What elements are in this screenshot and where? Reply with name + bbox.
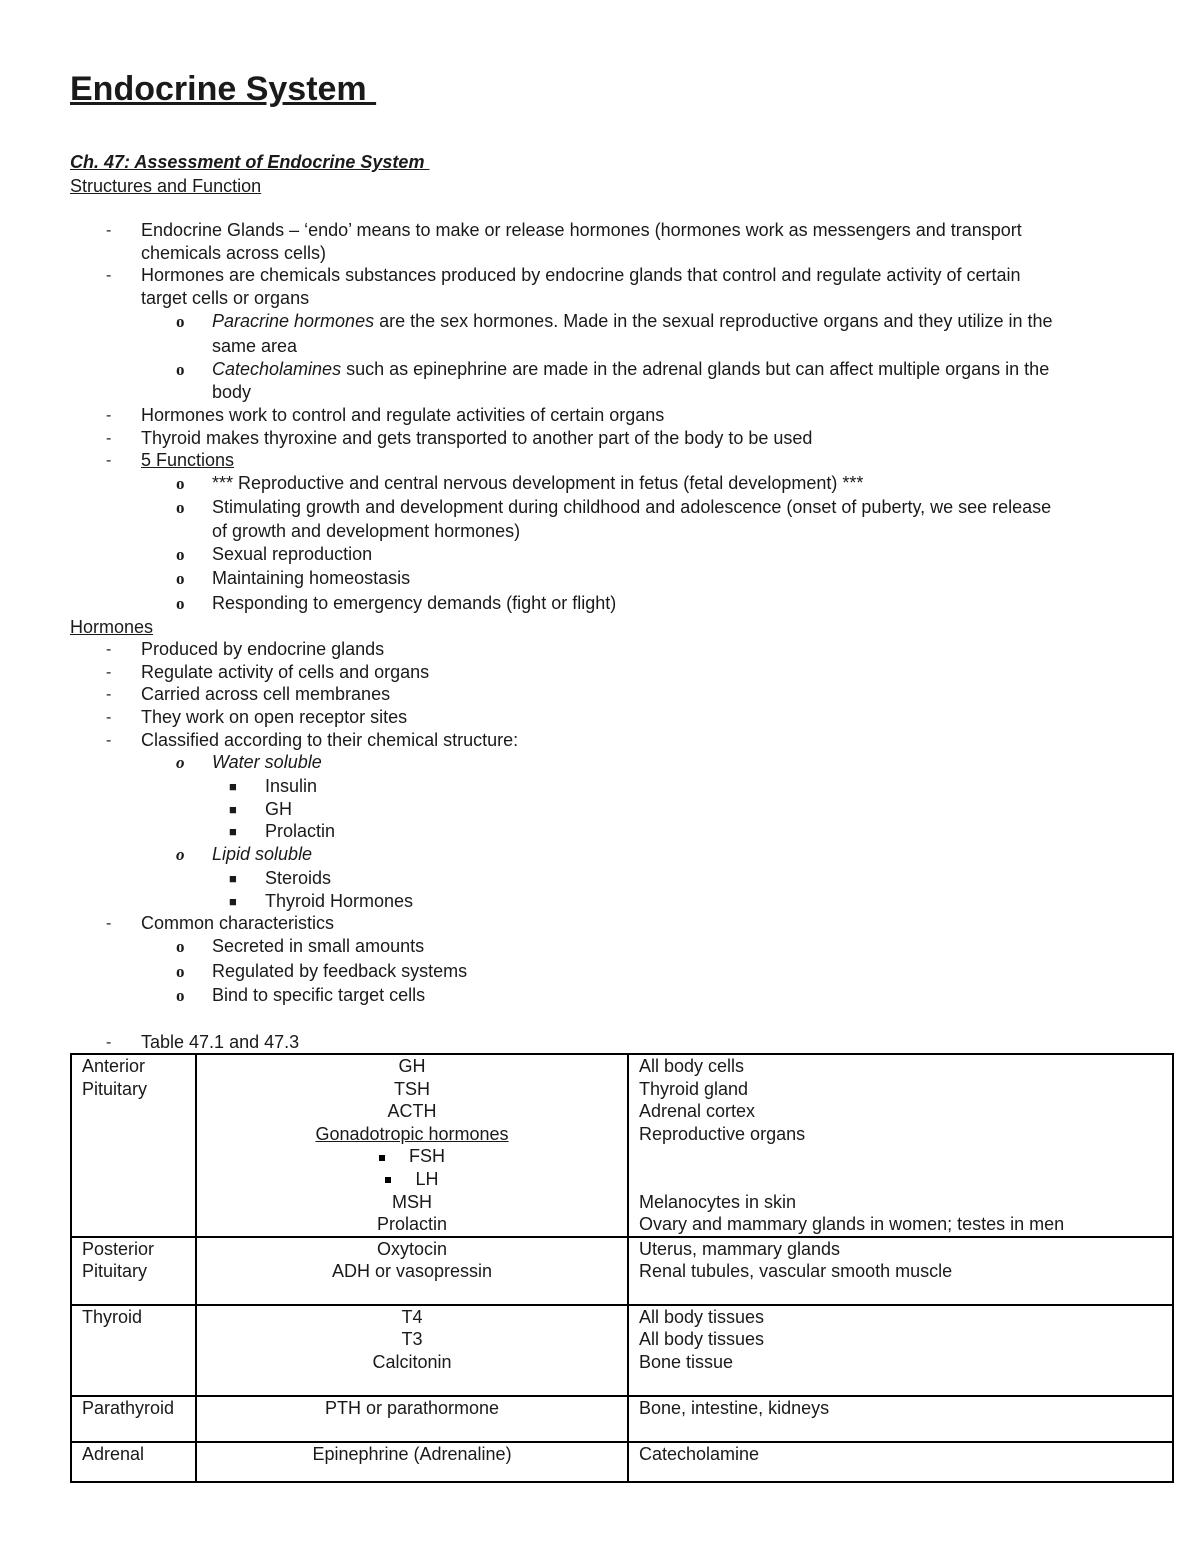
function-item: Sexual reproduction [212,544,373,564]
water-soluble-label: Water soluble [212,752,322,772]
sub-item-text: such as epinephrine are made in the adrenal glands but can affect multiple organs in the [341,359,1050,379]
dash-bullet: - [106,452,112,469]
circle-bullet: o [176,360,185,379]
target-cell [628,1305,1173,1396]
table-cell-line: All body cells [639,1056,745,1076]
sub-item-catecholamines [212,358,1049,381]
table-cell-line: Epinephrine (Adrenaline) [312,1443,512,1464]
function-item: Maintaining homeostasis [212,568,411,588]
dash-bullet: - [106,1034,112,1051]
sub-item-continued: body [212,382,252,402]
hormone-cell [196,1442,628,1482]
circle-bullet: o [176,962,185,981]
table-cell-line: All body tissues [639,1306,765,1327]
table-cell-line: Gonadotropic hormones [315,1123,509,1144]
gland-cell [71,1442,196,1482]
target-cell [628,1442,1173,1482]
sub-item-continued: same area [212,336,298,356]
table-row [71,1442,1173,1482]
table-reference: Table 47.1 and 47.3 [141,1032,300,1052]
circle-bullet: o [176,937,185,956]
term-paracrine: Paracrine hormones [212,311,375,331]
square-bullet [379,1155,385,1161]
table-cell-text: FSH [409,1146,445,1167]
table-cell-line: Oxytocin [376,1238,448,1259]
table-cell-line [207,1145,617,1168]
circle-bullet: o [176,845,185,864]
table-row [71,1305,1173,1396]
table-cell-line: Pituitary [82,1261,148,1282]
list-item: Endocrine Glands – ‘endo’ means to make or release hormones (hormones work as messengers and transport [141,220,1022,240]
dash-bullet: - [106,732,112,749]
table-cell-line: TSH [394,1078,430,1099]
dash-bullet: - [106,664,112,681]
table-cell-line: Melanocytes in skin [639,1191,797,1212]
table-cell-line [639,1145,1162,1168]
dash-bullet: - [106,407,112,424]
hormone-cell [196,1396,628,1442]
dash-bullet: - [106,686,112,703]
hormone-cell [196,1054,628,1237]
table-cell-text: LH [415,1168,439,1189]
water-soluble-item: Prolactin [265,821,336,841]
table-cell-line: PTH or parathormone [324,1397,500,1418]
list-item: Thyroid makes thyroxine and gets transported to another part of the body to be used [141,428,813,448]
target-cell [628,1054,1173,1237]
circle-bullet: o [176,986,185,1005]
function-item: *** Reproductive and central nervous development in fetus (fetal development) *** [212,473,864,493]
list-item: Hormones work to control and regulate activities of certain organs [141,405,665,425]
table-cell-line: Ovary and mammary glands in women; testes in men [639,1214,1065,1235]
dash-bullet: - [106,430,112,447]
table-cell-line: Bone, intestine, kidneys [639,1397,830,1418]
lipid-soluble-label: Lipid soluble [212,844,313,864]
chapter-heading: Ch. 47: Assessment of Endocrine System [70,152,430,172]
dash-bullet: - [106,222,112,239]
section-heading-hormones: Hormones [70,617,154,637]
square-bullet: ■ [229,779,237,794]
table-cell-line: T4 [401,1306,423,1327]
table-cell-line: Adrenal cortex [639,1101,756,1122]
common-item: Secreted in small amounts [212,936,425,956]
hormone-cell [196,1305,628,1396]
list-item: Hormones are chemicals substances produced by endocrine glands that control and regulate activity of certain [141,265,1021,285]
list-item: Carried across cell membranes [141,684,391,704]
table-cell-line: Catecholamine [639,1443,760,1464]
table-cell-line: Bone tissue [639,1351,734,1372]
list-item-continued: chemicals across cells) [141,243,327,263]
table-cell-line [207,1168,617,1191]
square-bullet: ■ [229,802,237,817]
section-heading-structures: Structures and Function [70,176,262,196]
common-item: Regulated by feedback systems [212,961,468,981]
table-cell-line: Posterior [82,1238,155,1259]
table-cell-line: Uterus, mammary glands [639,1238,841,1259]
hormone-table-body [71,1054,1173,1482]
table-cell-line: Parathyroid [82,1397,175,1418]
table-cell-line: Reproductive organs [639,1123,806,1144]
circle-bullet: o [176,569,185,588]
table-cell-line: GH [398,1056,426,1076]
target-cell [628,1396,1173,1442]
list-item: Regulate activity of cells and organs [141,662,430,682]
table-cell-line: ACTH [387,1101,437,1122]
functions-heading: 5 Functions [141,450,235,470]
list-item: Classified according to their chemical structure: [141,730,519,750]
table-cell-line: Anterior [82,1056,146,1076]
list-item: They work on open receptor sites [141,707,408,727]
water-soluble-item: Insulin [265,776,318,796]
square-bullet: ■ [229,824,237,839]
sub-item-text: are the sex hormones. Made in the sexual reproductive organs and they utilize in the [374,311,1053,331]
gland-cell [71,1237,196,1305]
table-row [71,1237,1173,1305]
circle-bullet: o [176,474,185,493]
page-title: Endocrine System [70,70,377,108]
circle-bullet: o [176,594,185,613]
hormone-table [70,1053,1174,1483]
function-item-continued: of growth and development hormones) [212,521,521,541]
dash-bullet: - [106,267,112,284]
table-cell-line: Thyroid [82,1306,143,1327]
table-cell-line: T3 [401,1329,423,1350]
table-cell-line: ADH or vasopressin [331,1261,493,1282]
gland-cell [71,1305,196,1396]
list-item: Produced by endocrine glands [141,639,385,659]
dash-bullet: - [106,915,112,932]
table-cell-line: MSH [392,1191,432,1212]
common-heading: Common characteristics [141,913,335,933]
circle-bullet: o [176,498,185,517]
gland-cell [71,1396,196,1442]
lipid-soluble-item: Steroids [265,868,332,888]
table-cell-line: Prolactin [376,1214,448,1235]
hormone-cell [196,1237,628,1305]
table-cell-line: Renal tubules, vascular smooth muscle [639,1261,953,1282]
square-bullet: ■ [229,871,237,886]
lipid-soluble-item: Thyroid Hormones [265,891,414,911]
common-item: Bind to specific target cells [212,985,426,1005]
function-item: Responding to emergency demands (fight or flight) [212,593,617,613]
dash-bullet: - [106,641,112,658]
gland-cell [71,1054,196,1237]
circle-bullet: o [176,312,185,331]
circle-bullet: o [176,545,185,564]
table-row [71,1054,1173,1237]
table-cell-line: Adrenal [82,1443,145,1464]
table-cell-line [639,1168,1162,1191]
square-bullet [385,1177,391,1183]
table-cell-line: Pituitary [82,1078,148,1099]
list-item-continued: target cells or organs [141,288,310,308]
water-soluble-item: GH [265,799,292,819]
table-cell-line: All body tissues [639,1329,765,1350]
dash-bullet: - [106,709,112,726]
square-bullet: ■ [229,894,237,909]
function-item: Stimulating growth and development during childhood and adolescence (onset of puberty, we see release [212,497,1052,517]
table-row [71,1396,1173,1442]
term-catecholamines: Catecholamines [212,359,342,379]
sub-item-paracrine [212,310,1053,333]
target-cell [628,1237,1173,1305]
table-cell-line: Thyroid gland [639,1078,749,1099]
circle-bullet: o [176,753,185,772]
table-cell-line: Calcitonin [372,1351,452,1372]
